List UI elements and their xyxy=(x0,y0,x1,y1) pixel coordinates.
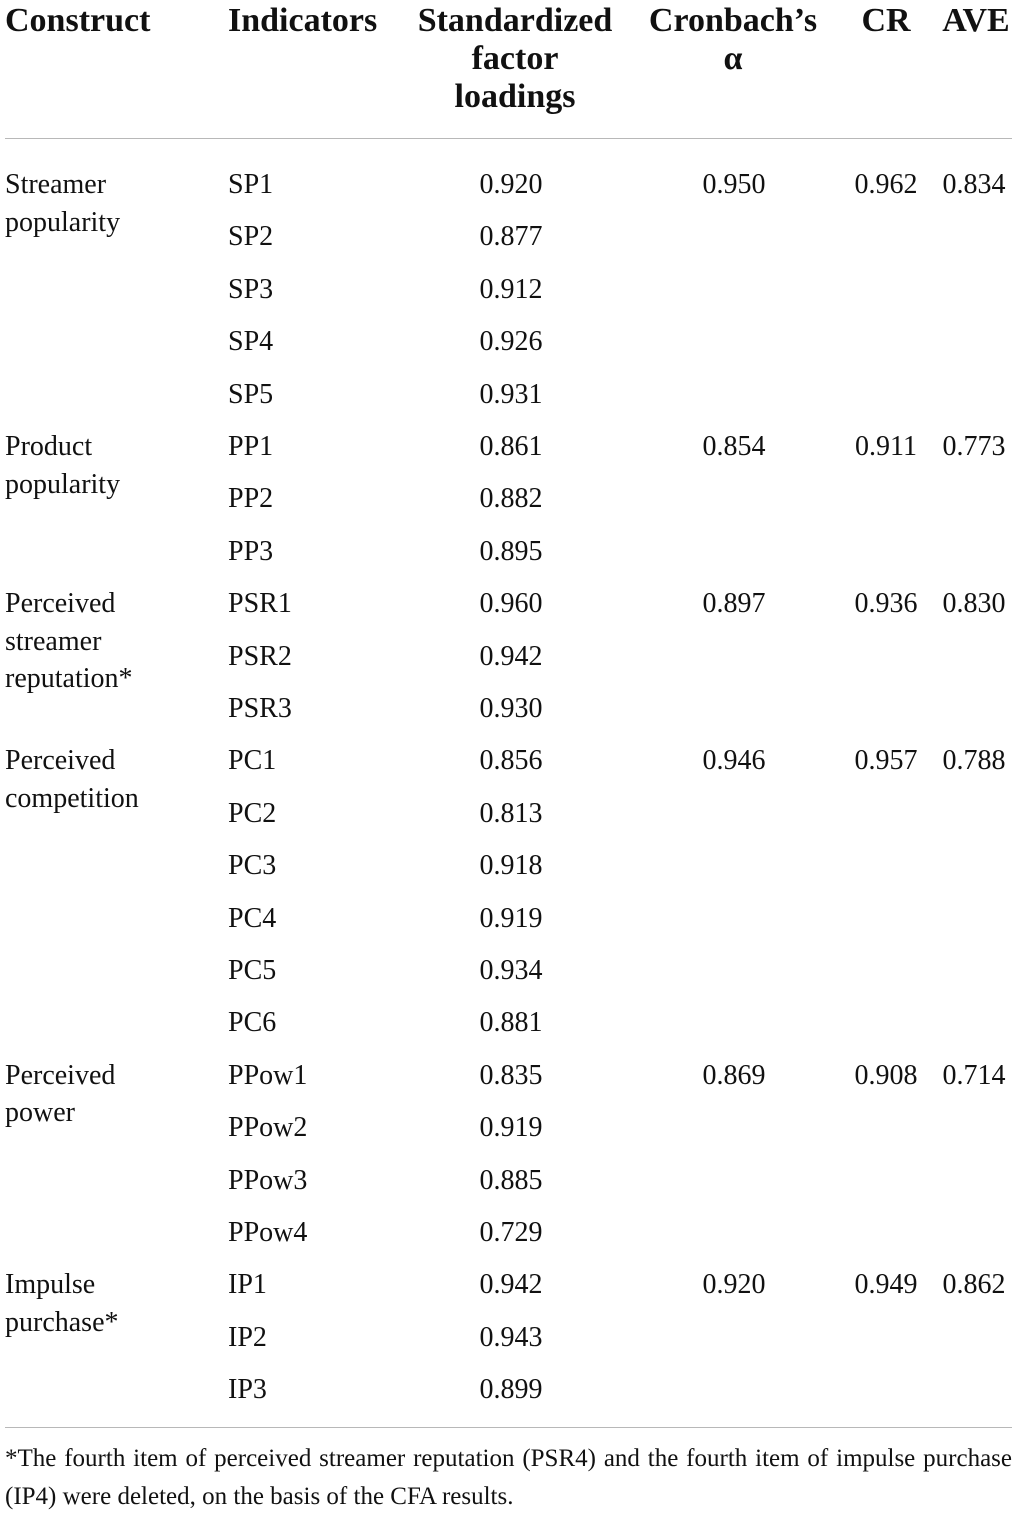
factor-loading-value: 0.912 xyxy=(479,273,543,305)
construct-label: competition xyxy=(5,782,139,814)
indicator-label: PP3 xyxy=(228,535,274,567)
indicator-label: SP2 xyxy=(228,221,274,253)
indicator-label: PPow2 xyxy=(228,1112,308,1144)
factor-loading-value: 0.920 xyxy=(479,169,543,200)
indicator-label: PSR2 xyxy=(228,640,292,672)
indicator-label: PP1 xyxy=(228,431,274,462)
factor-loading-value: 0.877 xyxy=(479,221,543,253)
construct-label: popularity xyxy=(5,206,121,238)
cr-value: 0.949 xyxy=(854,1269,918,1301)
factor-loading-value: 0.919 xyxy=(479,902,543,934)
indicator-label: PPow1 xyxy=(228,1059,308,1091)
column-header-construct: Construct xyxy=(5,2,151,39)
indicator-label: SP3 xyxy=(228,273,274,305)
factor-loading-value: 0.943 xyxy=(479,1321,543,1353)
factor-loading-value: 0.930 xyxy=(479,693,543,724)
cronbachs-alpha-value: 0.897 xyxy=(702,588,766,620)
factor-loading-value: 0.885 xyxy=(479,1164,543,1196)
table-footnote: *The fourth item of perceived streamer reputation (PSR4) and the fourth item of impulse purchase (IP4) were deleted, on the basis of the CFA results. xyxy=(5,1445,1012,1510)
indicator-label: PPow3 xyxy=(228,1164,308,1196)
cr-value: 0.936 xyxy=(854,588,918,620)
factor-loading-value: 0.960 xyxy=(479,588,543,620)
factor-loading-value: 0.861 xyxy=(479,431,543,462)
factor-loading-value: 0.856 xyxy=(479,745,543,777)
column-header-loadings-line3: loadings xyxy=(454,78,576,115)
ave-value: 0.834 xyxy=(942,169,1006,200)
construct-label: Impulse xyxy=(5,1269,96,1301)
ave-value: 0.788 xyxy=(942,745,1006,777)
indicator-label: PP2 xyxy=(228,483,274,515)
factor-loading-value: 0.942 xyxy=(479,640,543,672)
indicator-label: PPow4 xyxy=(228,1217,308,1248)
indicator-label: PC5 xyxy=(228,955,277,986)
column-header-cr: CR xyxy=(861,2,911,39)
construct-label: streamer xyxy=(5,625,102,657)
cr-value: 0.957 xyxy=(854,745,918,777)
indicator-label: PSR3 xyxy=(228,693,292,724)
column-header-alpha-line2: α xyxy=(723,40,743,77)
indicator-label: SP4 xyxy=(228,326,274,358)
ave-value: 0.862 xyxy=(942,1269,1006,1301)
construct-label: Perceived xyxy=(5,588,116,620)
indicator-label: PC2 xyxy=(228,797,277,829)
column-header-indicators: Indicators xyxy=(228,2,378,39)
factor-loading-value: 0.813 xyxy=(479,797,543,829)
indicator-label: SP1 xyxy=(228,169,274,200)
factor-loading-value: 0.931 xyxy=(479,378,543,410)
factor-loading-value: 0.882 xyxy=(479,483,543,515)
factor-loading-value: 0.918 xyxy=(479,850,543,882)
column-header-ave: AVE xyxy=(942,2,1010,39)
ave-value: 0.714 xyxy=(942,1059,1006,1091)
factor-loading-value: 0.926 xyxy=(479,326,543,358)
cronbachs-alpha-value: 0.854 xyxy=(702,431,766,462)
column-header-alpha-line1: Cronbach’s xyxy=(648,2,818,39)
factor-loading-value: 0.835 xyxy=(479,1059,543,1091)
cronbachs-alpha-value: 0.950 xyxy=(702,169,766,200)
indicator-label: PSR1 xyxy=(228,588,292,620)
cronbachs-alpha-value: 0.920 xyxy=(702,1269,766,1301)
ave-value: 0.773 xyxy=(942,431,1006,462)
construct-label: popularity xyxy=(5,468,121,500)
ave-value: 0.830 xyxy=(942,588,1006,620)
cronbachs-alpha-value: 0.946 xyxy=(702,745,766,777)
header-divider xyxy=(5,138,1012,139)
footer-divider xyxy=(5,1427,1012,1428)
indicator-label: PC4 xyxy=(228,902,277,934)
cr-value: 0.908 xyxy=(854,1059,918,1091)
construct-label: Perceived xyxy=(5,745,116,777)
indicator-label: SP5 xyxy=(228,378,274,410)
construct-label: reputation* xyxy=(5,663,133,695)
construct-label: Product xyxy=(5,431,93,462)
cr-value: 0.962 xyxy=(854,169,918,200)
column-header-standardized-factor-loadings xyxy=(410,2,620,116)
indicator-label: PC6 xyxy=(228,1007,277,1039)
factor-loading-value: 0.881 xyxy=(479,1007,543,1039)
indicator-label: IP1 xyxy=(228,1269,267,1301)
factor-loading-value: 0.942 xyxy=(479,1269,543,1301)
column-header-cronbachs-alpha xyxy=(643,2,823,78)
indicator-label: PC3 xyxy=(228,850,277,882)
column-header-loadings-line2: factor xyxy=(471,40,559,77)
construct-label: power xyxy=(5,1097,75,1129)
construct-label: Perceived xyxy=(5,1059,116,1091)
column-header-loadings-line1: Standardized xyxy=(417,2,613,39)
construct-label: purchase* xyxy=(5,1306,119,1338)
factor-loading-value: 0.899 xyxy=(479,1374,543,1406)
factor-loading-value: 0.895 xyxy=(479,535,543,567)
indicator-label: PC1 xyxy=(228,745,277,777)
indicator-label: IP3 xyxy=(228,1374,267,1406)
factor-loading-value: 0.919 xyxy=(479,1112,543,1144)
cr-value: 0.911 xyxy=(855,431,917,462)
cronbachs-alpha-value: 0.869 xyxy=(702,1059,766,1091)
construct-label: Streamer xyxy=(5,169,107,200)
factor-loading-value: 0.729 xyxy=(479,1217,543,1248)
indicator-label: IP2 xyxy=(228,1321,267,1353)
factor-loading-value: 0.934 xyxy=(479,955,543,986)
table-header xyxy=(0,0,1017,138)
